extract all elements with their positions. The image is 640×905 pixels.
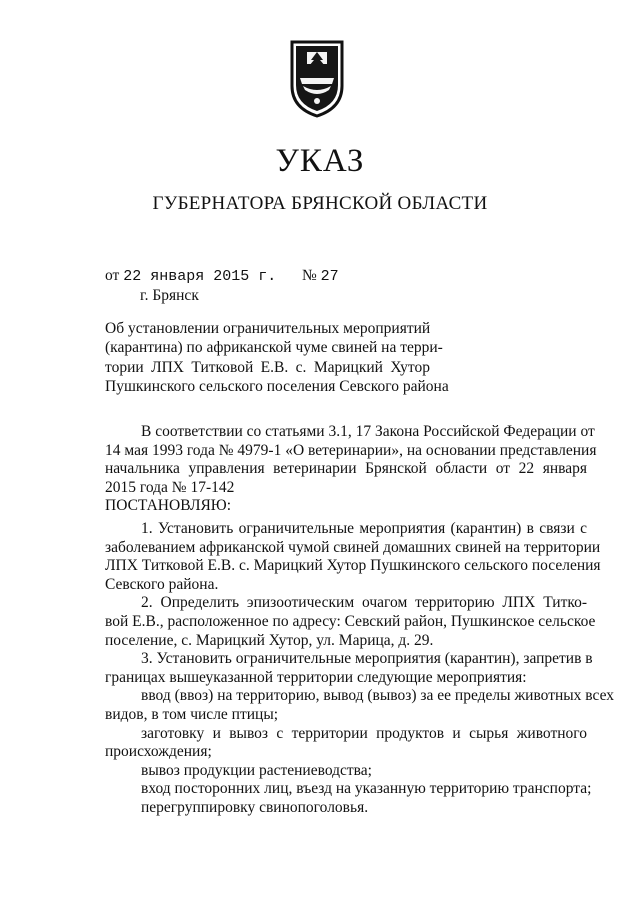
item-line: вход посторонних лиц, въезд на указанную территорию транспорта; xyxy=(141,780,592,798)
item-2 xyxy=(105,594,596,650)
item-line: вывоз продукции растениеводства; xyxy=(141,761,372,779)
number-sign: № xyxy=(301,267,317,284)
preamble-line: начальника управления ветеринарии Брянской области от 22 января xyxy=(105,460,587,478)
item-3 xyxy=(105,650,615,817)
item-line: заболеванием африканской чумой свиней домашних свиней на территории xyxy=(105,538,601,556)
preamble-line: 14 мая 1993 года № 4979-1 «О ветеринарии», на основании представления xyxy=(105,441,597,459)
date-value: 22 января 2015 г. xyxy=(123,268,277,285)
item-line: 1. Установить ограничительные мероприятия (карантин) в связи с xyxy=(141,520,587,537)
number-value: 27 xyxy=(320,268,339,285)
subject-line: (карантина) по африканской чуме свиней на терри- xyxy=(105,339,443,357)
date-prefix: от xyxy=(105,267,120,284)
item-line: ввод (ввоз) на территорию, вывод (вывоз) за ее пределы животных всех xyxy=(141,687,615,705)
item-line: 2. Определить эпизоотическим очагом территорию ЛПХ Титко- xyxy=(141,594,587,612)
item-line: Севского района. xyxy=(105,575,219,593)
subject-line: тории ЛПХ Титковой Е.В. с. Марицкий Хутор xyxy=(105,358,430,376)
item-line: поселение, с. Марицкий Хутор, ул. Марица, д. 29. xyxy=(105,631,434,649)
bryansk-coat-of-arms-icon xyxy=(289,38,345,118)
item-line: заготовку и вывоз с территории продуктов и сырья животного xyxy=(141,724,587,742)
preamble xyxy=(105,423,597,516)
item-line: перегруппировку свинопоголовья. xyxy=(141,798,369,816)
item-line: вой Е.В., расположенное по адресу: Севский район, Пушкинское сельское xyxy=(105,612,596,630)
item-line: 3. Установить ограничительные мероприятия (карантин), запретив в xyxy=(141,650,593,668)
subject-line: Пушкинского сельского поселения Севского района xyxy=(105,377,449,395)
decree-subject xyxy=(105,319,449,396)
item-line: происхождения; xyxy=(105,743,212,761)
decree-word: ПОСТАНОВЛЯЮ: xyxy=(105,497,232,515)
item-line: ЛПХ Титковой Е.В. с. Марицкий Хутор Пушкинского сельского поселения xyxy=(105,557,601,575)
page-title: УКАЗ xyxy=(275,143,365,179)
preamble-line: 2015 года № 17-142 xyxy=(105,478,235,496)
date-number-line xyxy=(105,266,339,287)
item-line: границах вышеуказанной территории следующие мероприятия: xyxy=(105,668,527,686)
city: г. Брянск xyxy=(140,287,199,304)
decree-items xyxy=(105,520,615,818)
item-1 xyxy=(105,520,601,594)
page-subtitle: ГУБЕРНАТОРА БРЯНСКОЙ ОБЛАСТИ xyxy=(152,193,488,214)
item-line: видов, в том числе птицы; xyxy=(105,705,279,723)
subject-line: Об установлении ограничительных мероприятий xyxy=(105,320,431,337)
preamble-line: В соответствии со статьями 3.1, 17 Закона Российской Федерации от xyxy=(141,423,595,440)
